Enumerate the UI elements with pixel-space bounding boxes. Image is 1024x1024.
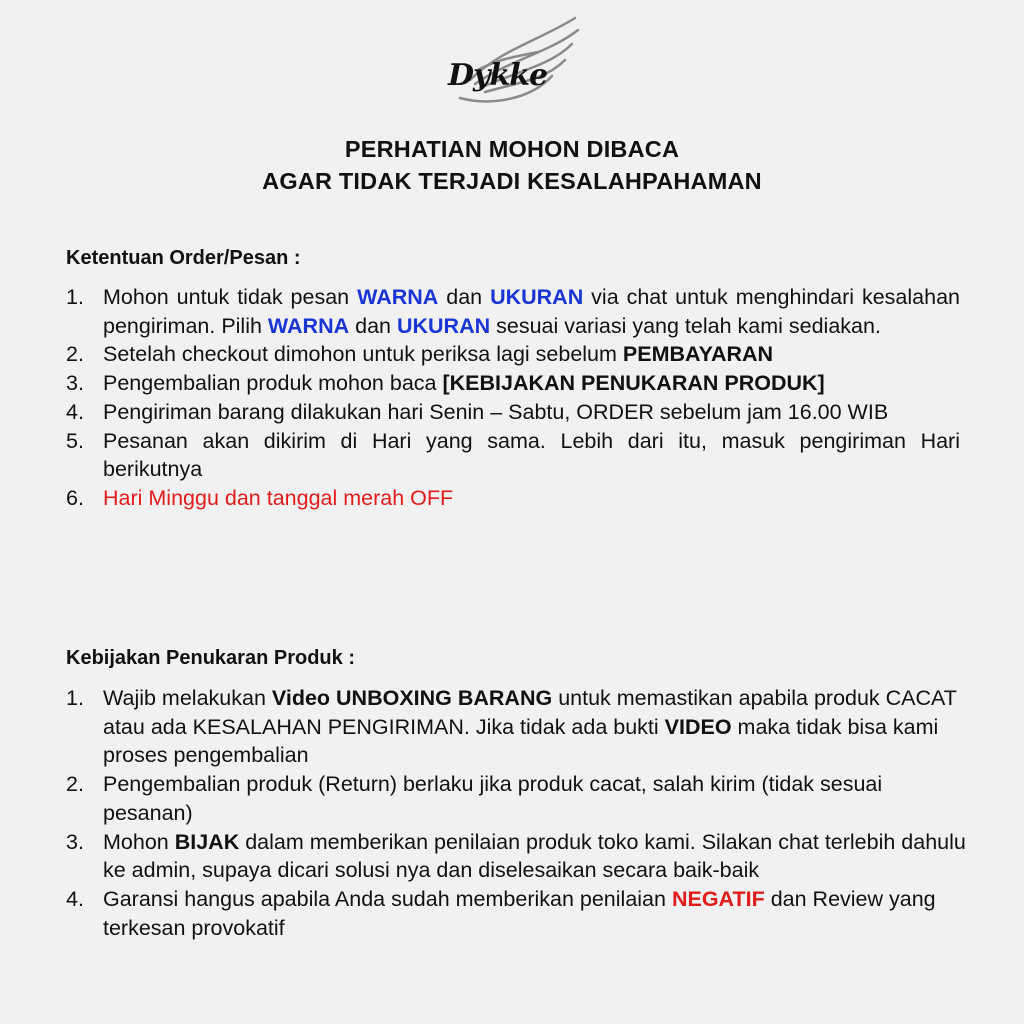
list-number: 1. xyxy=(66,686,84,710)
page-title-line1: PERHATIAN MOHON DIBACA xyxy=(344,136,680,162)
list-item xyxy=(66,398,960,427)
list-number: 4. xyxy=(66,886,84,911)
list-item xyxy=(66,885,966,942)
text: dalam memberikan penilaian produk toko kami. Silakan chat terlebih dahulu ke admin, supaya dicari solusi nya dan diselesaikan secara baik-baik xyxy=(103,829,966,883)
text: Garansi hangus apabila Anda sudah memberikan penilaian xyxy=(103,886,672,911)
brand-logo xyxy=(440,10,590,110)
order-rules-list xyxy=(66,283,960,513)
logo-text: Dykke xyxy=(448,58,548,93)
bold-text: BIJAK xyxy=(174,829,240,854)
red-bold-text: NEGATIF xyxy=(671,886,765,911)
text: Pesanan akan dikirim di Hari yang sama. Lebih dari itu, masuk pengiriman Hari berikutnya xyxy=(103,428,960,482)
list-number: 3. xyxy=(66,371,84,396)
list-item xyxy=(66,684,966,770)
list-number: 6. xyxy=(66,485,84,510)
text: Pengiriman barang dilakukan hari Senin – Sabtu, ORDER sebelum jam 16.00 WIB xyxy=(103,399,889,424)
list-number: 2. xyxy=(66,772,84,797)
policy-section-heading: Kebijakan Penukaran Produk : xyxy=(66,647,355,669)
text: via chat untuk menghindari kesalahan pengiriman. Pilih xyxy=(103,285,960,338)
text: Wajib melakukan xyxy=(103,686,272,710)
highlight-warna: WARNA xyxy=(267,313,350,338)
bold-text: [KEBIJAKAN PENUKARAN PRODUK] xyxy=(442,371,825,396)
order-section-heading: Ketentuan Order/Pesan : xyxy=(66,247,301,269)
text: maka tidak bisa kami proses pengembalian xyxy=(103,714,939,768)
list-item xyxy=(66,427,960,484)
list-number: 1. xyxy=(66,285,84,309)
text: Setelah checkout dimohon untuk periksa lagi sebelum xyxy=(103,342,623,367)
list-item xyxy=(66,283,960,340)
list-number: 4. xyxy=(66,399,84,424)
text: Pengembalian produk mohon baca xyxy=(103,371,443,396)
text: sesuai variasi yang telah kami sediakan. xyxy=(490,313,881,338)
highlight-ukuran: UKURAN xyxy=(490,285,584,309)
text: Pengembalian produk (Return) berlaku jika produk cacat, salah kirim (tidak sesuai pesanan) xyxy=(103,772,883,825)
text: Mohon untuk tidak pesan xyxy=(103,285,358,309)
text: Mohon xyxy=(103,829,175,854)
text: dan xyxy=(438,285,491,309)
text: untuk memastikan apabila produk CACAT atau ada KESALAHAN PENGIRIMAN. Jika tidak ada bukti xyxy=(103,686,957,739)
list-item xyxy=(66,369,960,398)
bold-text: Video UNBOXING BARANG xyxy=(271,686,553,710)
page-title-line2: AGAR TIDAK TERJADI KESALAHPAHAMAN xyxy=(262,168,762,194)
highlight-warna: WARNA xyxy=(357,285,439,309)
list-item xyxy=(66,770,966,827)
list-item xyxy=(66,828,966,885)
text: dan xyxy=(349,313,397,338)
text: dan Review yang terkesan provokatif xyxy=(103,886,936,940)
highlight-ukuran: UKURAN xyxy=(396,313,491,338)
list-item xyxy=(66,340,960,369)
policy-rules-list xyxy=(66,684,966,942)
list-number: 3. xyxy=(66,829,84,854)
list-number: 5. xyxy=(66,428,84,453)
list-number: 2. xyxy=(66,342,84,367)
red-text: Hari Minggu dan tanggal merah OFF xyxy=(103,485,454,510)
bold-text: VIDEO xyxy=(664,714,732,739)
list-item xyxy=(66,484,960,513)
bold-text: PEMBAYARAN xyxy=(622,342,774,367)
